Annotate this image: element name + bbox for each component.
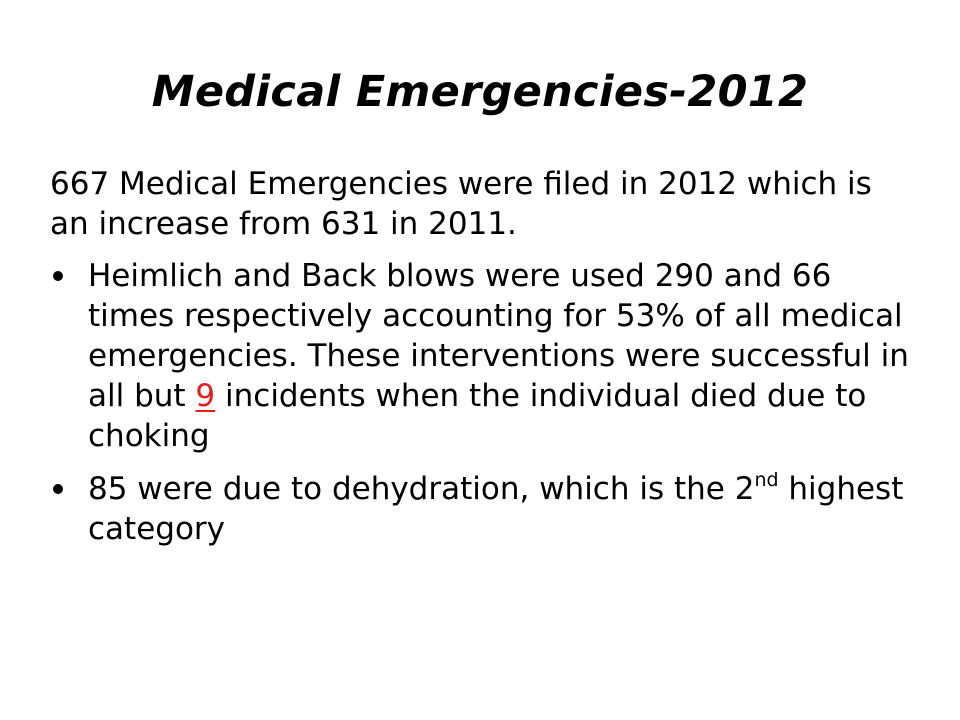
- bullet-text-after: highest category: [88, 471, 904, 547]
- bullet-item-heimlich: [50, 256, 920, 456]
- intro-paragraph: 667 Medical Emergencies were filed in 2012 which is an increase from 631 in 2011.: [50, 166, 872, 242]
- bullet-icon: [53, 484, 63, 494]
- bullet-icon: [53, 271, 63, 281]
- bullet-text-before: Heimlich and Back blows were used 290 and 66 times respectively accounting for 53% of all medical emergencies. These interventions were successful in all but: [88, 258, 909, 414]
- ordinal-superscript: nd: [754, 468, 779, 491]
- slide-title: Medical Emergencies-2012: [151, 67, 809, 117]
- slide-body: [50, 164, 920, 562]
- bullet-item-dehydration: [50, 469, 920, 549]
- bullet-list: [50, 256, 920, 549]
- highlighted-number-link[interactable]: 9: [195, 378, 216, 414]
- bullet-text-before: 85 were due to dehydration, which is the 2: [88, 471, 755, 507]
- bullet-text-after: incidents when the individual died due to choking: [88, 378, 867, 454]
